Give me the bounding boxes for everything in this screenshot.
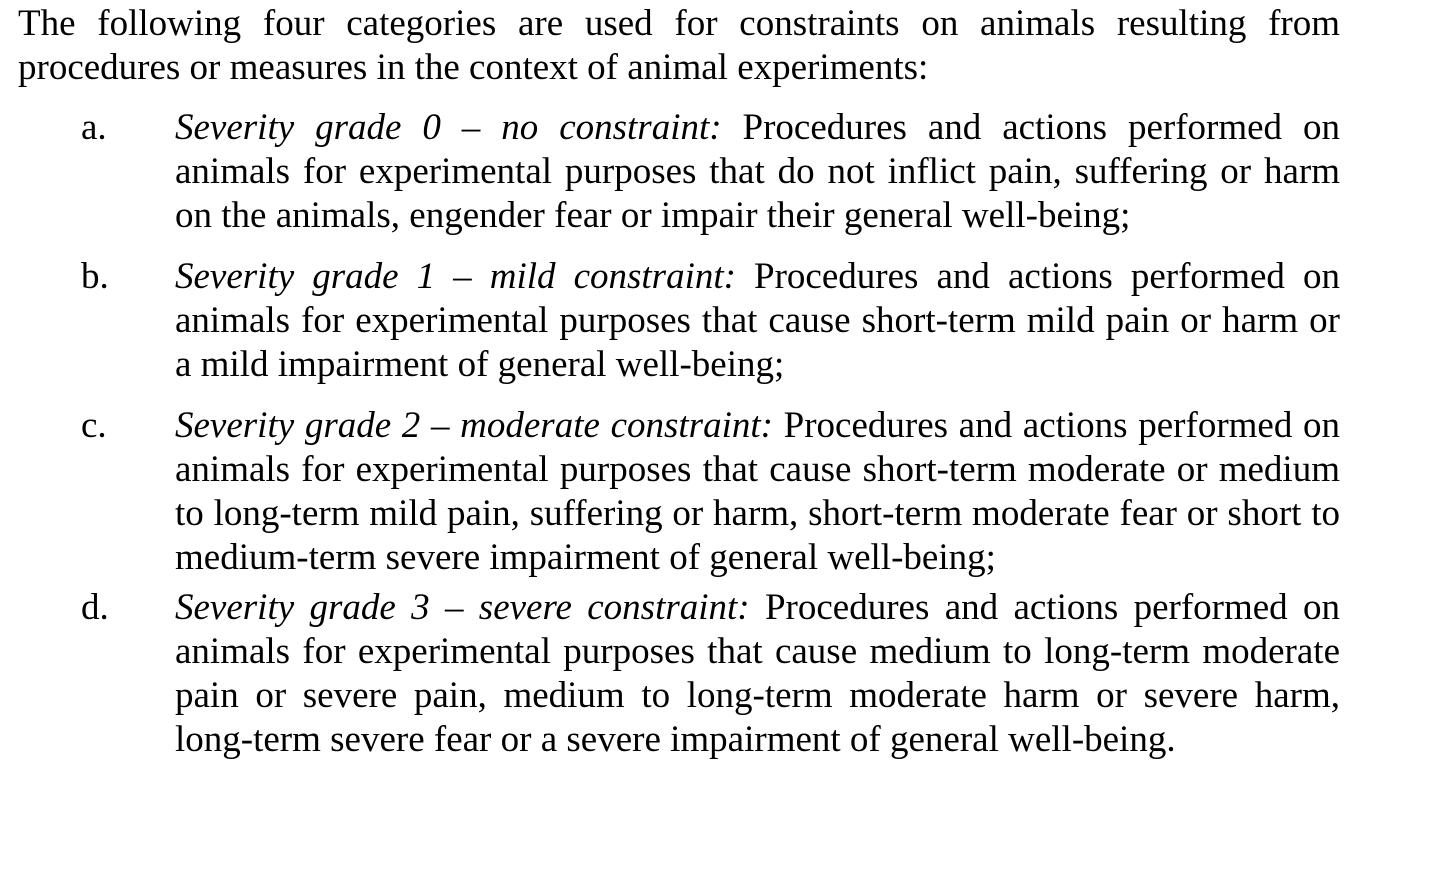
list-item [18,404,1340,580]
severity-term: Severity grade 3 – severe constraint: [175,587,765,628]
list-item [18,106,1340,238]
severity-term: Severity grade 2 – moderate constraint: [175,405,784,446]
intro-paragraph: The following four categories are used for constraints on animals resulting from procedures or measures in the context of animal experiments: [18,3,1340,88]
severity-description: Procedures and actions performed on animals for experimental purposes that cause short-term moderate or medium to long-term mild pain, suffering or harm, short-term moderate fear or short to medium-term severe impairment of general well-being; [175,405,1341,578]
severity-term: Severity grade 0 – no constraint: [175,107,743,148]
list-marker: c. [81,405,107,446]
list-item [18,586,1340,762]
list-item [18,255,1340,387]
list-marker: b. [81,256,109,297]
severity-description: Procedures and actions performed on animals for experimental purposes that do not inflict pain, suffering or harm on the animals, engender fear or impair their general well-being; [175,107,1340,236]
severity-description: Procedures and actions performed on animals for experimental purposes that cause short-term mild pain or harm or a mild impairment of general well-being; [175,256,1340,385]
severity-description: Procedures and actions performed on animals for experimental purposes that cause medium to long-term moderate pain or severe pain, medium to long-term moderate harm or severe harm, long-term severe fear or a severe impairment of general well-being. [175,587,1341,760]
list-marker: a. [81,107,107,148]
severity-grade-list [18,106,1340,762]
severity-term: Severity grade 1 – mild constraint: [175,256,755,297]
document-body [18,2,1340,762]
list-marker: d. [81,587,109,628]
